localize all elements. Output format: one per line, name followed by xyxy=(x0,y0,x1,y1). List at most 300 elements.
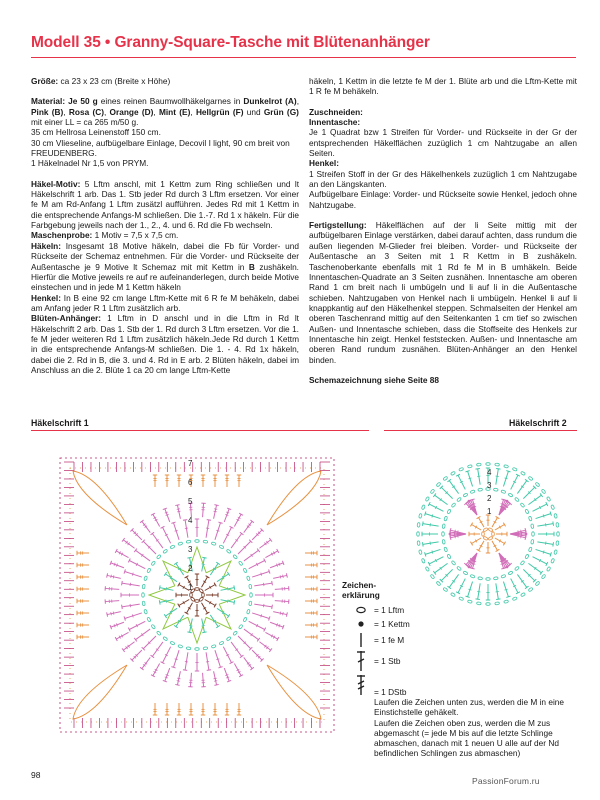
left-column xyxy=(31,76,299,375)
stitch-mark xyxy=(546,542,547,545)
stitch-mark xyxy=(207,520,211,521)
stitch-mark xyxy=(107,573,108,577)
corner-petal xyxy=(267,471,321,525)
stitch-mark xyxy=(116,551,128,558)
legend-row: = 1 Stb xyxy=(342,649,582,673)
chain-mark xyxy=(211,644,216,648)
chain-mark xyxy=(463,493,468,497)
stitch-mark xyxy=(166,674,169,675)
stitch-mark xyxy=(244,629,259,640)
handle-cut-paragraph: 1 Streifen Stoff in der Gr des Häkelhenkels zuzüglich 1 cm Nahtzugabe an den Längskanten. xyxy=(309,168,577,190)
flower-paragraph: Blüten-Anhänger: 1 Lftm in D anschl und in die Lftm in Rd lt Häkelschrift 2 arb. Das 1. Stb der 1. Rd durch 3 Lftm ersetzen. Vor die 1. fe M jeder weiteren Rd 1 Lftm zusätzlich häkeln.Jede Rd durch 1 Kettm in die entsprechende Anfangs-M schließen. Die 1. - 4. Rd 1x häkeln, dabei die 2. Rd in B, die 3. und 4. Rd in E arb. 2 Blüten häkeln, dabei im Anschluss an die 2. Blüte 1 ca 20 cm lange Lftm-Kette xyxy=(31,313,299,375)
chain-mark xyxy=(178,542,183,546)
chain-mark xyxy=(514,497,519,502)
stitch-mark xyxy=(536,514,551,519)
stitch-mark xyxy=(177,681,180,682)
stitch-mark xyxy=(259,642,270,650)
stitch-mark xyxy=(113,575,114,578)
chain-mark xyxy=(238,561,243,566)
chain-mark xyxy=(444,516,448,521)
legend-row: = 1 fe M xyxy=(342,631,582,649)
chain-mark xyxy=(417,523,420,528)
corner-petal xyxy=(73,471,127,525)
stitch-mark xyxy=(279,624,280,627)
stitch-mark xyxy=(263,583,264,586)
chain-mark xyxy=(447,509,451,514)
chain-mark xyxy=(478,488,483,491)
stitch-mark xyxy=(283,575,284,578)
chain-mark xyxy=(163,549,168,554)
handle-paragraph: Henkel: In B eine 92 cm lange Lftm-Kette mit 6 R fe M behäkeln, dabei am Anfang jeder R 1 Lftm zusätzlich arb. xyxy=(31,292,299,313)
stitch-mark xyxy=(175,505,179,506)
motif-paragraph: Häkel-Motiv: 5 Lftm anschl, mit 1 Kettm zum Ring schließen und lt Häkelschrift 1 arb. Das 1. Stb jeder Rd durch 3 Lftm ersetzen. Vor einer fe M am Rd-Anfang 1 Lftm zusätzl aufführen. Jedes Rd mit 1 Kettm in die entsprechende Anfangs-M schließen. Die 1.-7. Rd 1 x häkeln. Für die Farbgebung jeweils nach der 1., 2., 4. und 6. Rd die Fb wechseln. xyxy=(31,178,299,231)
chain-mark xyxy=(419,550,423,555)
double-crochet-icon xyxy=(350,649,372,673)
stitch-mark xyxy=(231,534,242,549)
stitch-mark xyxy=(422,522,423,526)
chain-mark xyxy=(219,545,224,549)
stitch-mark xyxy=(183,520,187,521)
stitch-mark xyxy=(225,674,228,675)
chain-mark xyxy=(421,505,425,510)
petal-tip xyxy=(525,533,528,536)
stitch-mark xyxy=(111,575,112,578)
chain-mark xyxy=(546,566,550,571)
stitch-mark xyxy=(430,542,431,545)
chain-mark xyxy=(170,545,175,549)
stitch-mark xyxy=(123,540,134,548)
stitch-mark xyxy=(185,528,188,529)
stitch-mark xyxy=(505,478,508,479)
petal-tip xyxy=(468,500,471,503)
stitch-mark xyxy=(136,629,151,640)
gauge-paragraph: Maschenprobe: 1 Motiv = 7,5 x 7,5 cm. xyxy=(31,230,179,241)
star-point xyxy=(149,586,175,604)
inner-bag-heading: Innentasche: xyxy=(309,117,361,128)
cutting-heading: Zuschneiden: xyxy=(309,106,363,117)
stitch-mark xyxy=(270,622,283,627)
chain-mark xyxy=(531,524,534,529)
chain-mark xyxy=(546,496,550,501)
stitch-mark xyxy=(476,468,480,469)
chain-mark xyxy=(243,568,247,573)
stitch-mark xyxy=(143,541,156,554)
stitch-mark xyxy=(249,560,265,568)
chain-mark xyxy=(178,644,183,648)
chain-mark xyxy=(557,532,560,536)
chain-mark xyxy=(238,624,243,629)
stitch-mark xyxy=(218,522,222,523)
chain-mark xyxy=(551,505,555,510)
stitch-mark xyxy=(228,600,229,603)
stitch-mark xyxy=(261,614,262,617)
chain-mark xyxy=(451,503,456,508)
chain-mark xyxy=(233,554,238,559)
stitch-mark xyxy=(223,647,231,663)
chain-mark xyxy=(488,527,493,531)
stitch-mark xyxy=(280,612,281,615)
round-number: 3 xyxy=(487,481,492,490)
chain-mark xyxy=(147,568,151,573)
slip-stitch-icon xyxy=(350,617,372,631)
stitch-mark xyxy=(165,509,170,522)
stitch-mark xyxy=(142,657,150,668)
stitch-mark xyxy=(176,563,184,575)
chain-mark xyxy=(199,588,204,593)
stitch-mark xyxy=(425,552,426,556)
chain-mark xyxy=(532,532,535,536)
chain-mark xyxy=(233,631,238,636)
page-header xyxy=(31,34,576,58)
chain-mark xyxy=(442,539,445,544)
chain-mark xyxy=(467,465,472,469)
stitch-mark xyxy=(215,523,221,540)
stitch-mark xyxy=(263,604,264,607)
chain-mark xyxy=(430,489,435,494)
stitch-mark xyxy=(171,522,175,523)
chain-mark xyxy=(470,574,475,578)
stitch-mark xyxy=(159,585,160,589)
round-number: 4 xyxy=(487,468,492,477)
stitch-mark xyxy=(425,514,440,519)
chain-mark xyxy=(147,617,151,622)
stitch-mark xyxy=(244,657,252,668)
chain-mark xyxy=(202,593,205,597)
stitch-mark xyxy=(132,614,133,617)
stitch-mark xyxy=(506,471,510,472)
stitch-mark xyxy=(189,626,192,627)
stitch-mark xyxy=(536,549,551,554)
chain-mark xyxy=(186,540,191,543)
stitch-mark xyxy=(432,514,433,517)
crochet-paragraph: Häkeln: Insgesamt 18 Motive häkeln, dabei die Fb für Vorder- und Rückseite der Schemaz entnehmen. Für die Vorder- und Rückseite der Außentasche je 9 Motive lt Schemaz mit mit Kettm in B zushäkeln. Hierfür die Motive jeweils re auf re aufeinanderlegen, durch beide Motive einstechen und in jede M 1 Kettm häkeln xyxy=(31,240,299,293)
chain-mark xyxy=(535,482,540,487)
chart1-label: Häkelschrift 1 xyxy=(31,418,89,428)
stitch-mark xyxy=(183,670,187,671)
chain-mark xyxy=(488,536,493,540)
stitch-mark xyxy=(162,527,170,543)
stitch-mark xyxy=(468,478,471,479)
stitch-mark xyxy=(206,528,209,529)
stitch-mark xyxy=(265,632,277,639)
stitch-mark xyxy=(425,512,426,516)
stitch-mark xyxy=(111,563,124,568)
stitch-mark xyxy=(174,650,180,667)
stitch-mark xyxy=(142,521,150,532)
legend-heading: erklärung xyxy=(342,590,380,600)
stitch-mark xyxy=(153,663,160,675)
stitch-mark xyxy=(503,471,508,486)
stitch-mark xyxy=(234,514,241,526)
stitch-mark xyxy=(129,621,145,629)
stitch-mark xyxy=(214,681,217,682)
stitch-mark xyxy=(228,587,229,590)
chain-mark xyxy=(554,550,558,555)
chain-mark xyxy=(203,540,208,543)
stitch-mark xyxy=(116,623,117,626)
stitch-mark xyxy=(280,575,281,578)
stitch-mark xyxy=(171,667,175,668)
stitch-mark xyxy=(425,549,440,554)
stitch-mark xyxy=(441,569,452,580)
stitch-mark xyxy=(496,468,500,469)
stitch-mark xyxy=(214,509,217,510)
stitch-mark xyxy=(279,563,280,566)
stitch-mark xyxy=(523,487,534,498)
stitch-mark xyxy=(466,471,470,472)
stitch-mark xyxy=(214,511,217,512)
stitch-mark xyxy=(166,587,167,590)
chain-mark xyxy=(531,539,534,544)
stitch-mark xyxy=(259,540,270,548)
stitch-mark xyxy=(226,512,229,513)
stitch-mark xyxy=(114,563,115,566)
chain-mark xyxy=(528,516,532,521)
stitch-mark xyxy=(214,678,217,679)
stitch-mark xyxy=(553,542,554,546)
chain-mark xyxy=(541,574,546,579)
page-title: Modell 35 • Granny-Square-Tasche mit Blütenanhänger xyxy=(31,34,430,51)
stitch-mark xyxy=(122,605,123,609)
stitch-mark xyxy=(216,659,219,660)
chain-mark xyxy=(195,648,199,651)
stitch-mark xyxy=(244,550,259,561)
stitch-mark xyxy=(166,514,169,515)
legend-row: = 1 Lftm xyxy=(342,603,582,617)
chain-mark xyxy=(444,547,448,552)
chain-mark xyxy=(520,503,525,508)
stitch-mark xyxy=(533,504,547,511)
stitch-mark xyxy=(435,495,448,504)
stitch-mark xyxy=(217,574,229,582)
chain-mark xyxy=(541,489,546,494)
chart2-label: Häkelschrift 2 xyxy=(509,418,567,428)
round-number: 5 xyxy=(188,497,193,506)
motif-border xyxy=(70,468,324,722)
stitch-mark xyxy=(165,512,168,513)
chain-mark xyxy=(457,566,462,571)
stitch-mark xyxy=(533,557,547,564)
stitch-mark xyxy=(238,636,251,649)
petal-tip xyxy=(506,566,509,569)
symbol-legend xyxy=(342,580,582,759)
size-paragraph: Größe: ca 23 x 23 cm (Breite x Höhe) xyxy=(31,76,171,86)
crochet-chart-1 xyxy=(42,430,352,750)
stitch-mark xyxy=(214,684,218,685)
stitch-mark xyxy=(244,521,252,532)
chain-mark xyxy=(144,609,148,614)
flower-continuation: häkeln, 1 Kettm in die letzte fe M der 1. Blüte arb und die Lftm-Kette mit 1 R fe M behäkeln. xyxy=(309,76,577,97)
inner-bag-paragraph: Je 1 Quadrat bzw 1 Streifen für Vorder- und Rückseite in der Gr der entsprechenden Häkelflächen zuzüglich 1 cm Nahtzugabe an allen Seiten. xyxy=(309,127,577,159)
stitch-mark xyxy=(111,622,124,627)
stitch-mark xyxy=(187,557,191,558)
chain-mark xyxy=(483,536,488,540)
stitch-mark xyxy=(202,632,206,633)
star-point xyxy=(206,604,231,629)
stitch-mark xyxy=(177,509,180,510)
chain-mark xyxy=(520,560,525,565)
stitch-mark xyxy=(165,677,168,678)
chain-mark xyxy=(144,576,148,581)
single-crochet-icon xyxy=(350,631,372,649)
stitch-mark xyxy=(225,514,228,515)
chain-mark xyxy=(451,560,456,565)
chain-mark xyxy=(250,593,253,597)
stitch-mark xyxy=(523,569,534,580)
stitch-mark xyxy=(129,560,145,568)
chain-mark xyxy=(195,600,199,603)
stitch-mark xyxy=(165,574,177,582)
stitch-mark xyxy=(270,563,283,568)
stitch-mark xyxy=(501,568,505,569)
stitch-mark xyxy=(124,569,125,573)
stitch-mark xyxy=(185,661,188,662)
chain-mark xyxy=(528,547,532,552)
corner-petal xyxy=(73,665,127,719)
chain-mark xyxy=(528,476,533,481)
stitch-mark xyxy=(543,514,544,517)
chain-mark xyxy=(156,554,161,559)
stitch-mark xyxy=(550,512,551,516)
stitch-mark xyxy=(125,572,142,578)
stitch-mark xyxy=(202,626,205,627)
stitch-mark xyxy=(261,573,262,576)
stitch-mark xyxy=(252,650,262,660)
chain-mark xyxy=(514,566,519,571)
stitch-mark xyxy=(176,615,184,627)
chain-mark xyxy=(195,540,199,543)
chain-mark xyxy=(508,493,513,497)
round-number: 6 xyxy=(188,478,193,487)
stitch-mark xyxy=(265,551,277,558)
schema-reference: Schemazeichnung siehe Seite 88 xyxy=(309,374,440,385)
chain-mark xyxy=(556,541,559,546)
stitch-mark xyxy=(272,605,273,609)
stitch-mark xyxy=(152,534,163,549)
star-point xyxy=(206,561,231,586)
stitch-mark xyxy=(432,551,433,554)
chain-mark xyxy=(190,593,193,597)
chain-mark xyxy=(211,542,216,546)
stitch-mark xyxy=(553,522,554,526)
page-number: 98 xyxy=(31,770,41,780)
chain-mark xyxy=(226,636,231,641)
star-point xyxy=(219,586,245,604)
chain-mark xyxy=(142,601,145,606)
stitch-mark xyxy=(429,504,443,511)
stitch-mark xyxy=(429,557,443,564)
chain-mark xyxy=(249,584,252,589)
stitch-mark xyxy=(187,632,191,633)
finishing-paragraph: Fertigstellung: Häkelflächen auf der li Seite mittig mit der aufbügelbaren Einlage verstärken, dabei darauf achten, dass rundum die außen liegenden M-Glieder frei bleiben. Vorder- und Rückseite der Außentasche an 3 Seiten mit 1 R Kettm in B zushäkeln. Taschenoberkante ebenfalls mit 1 Rd fe M in B umhäkeln. Beide Innentaschen-Quadrate an 3 Seiten zusnähen. Innentasche am oberen Rand 1 cm breit nach li umbügeln und li auf li in die Außentasche schieben. Nahtzugaben von Henkel nach li umbügeln. Henkel li auf li knappkantig auf den Häkelhenkel steppen. Schmalseiten der Henkel am oberen Taschenrand mittig auf den Seitenkanten 1 cm tief so zwischen Außen- und Innentasche schieben, dass die Stoffseite des Henkels zur Innentasche hin zeigt. Henkel feststecken. Außen- und Innentasche am oberen Rand rundum zusnähen. Blüten-Anhänger an den Henkel binden. xyxy=(309,220,577,365)
round-number: 1 xyxy=(188,583,193,592)
stitch-mark xyxy=(234,600,235,604)
stitch-mark xyxy=(175,659,178,660)
stitch-mark xyxy=(231,642,242,657)
material-line: 30 cm Vlieseline, aufbügelbare Einlage, Decovil I light, 90 cm breit von FREUDENBERG. xyxy=(31,137,290,159)
chain-mark xyxy=(470,490,475,494)
chain-mark xyxy=(425,496,429,501)
stitch-mark xyxy=(249,621,265,629)
stitch-mark xyxy=(215,650,221,667)
chain-mark xyxy=(151,624,156,629)
stitch-mark xyxy=(159,600,160,604)
chain-mark xyxy=(525,509,529,514)
stitch-mark xyxy=(458,475,465,489)
stitch-mark xyxy=(111,612,112,615)
stitch-mark xyxy=(449,481,458,494)
material-line: 1 Häkelnadel Nr 1,5 von PRYM. xyxy=(31,158,149,169)
chain-mark xyxy=(442,532,445,536)
stitch-mark xyxy=(224,509,229,522)
chain-mark xyxy=(492,532,495,536)
stitch-mark xyxy=(166,600,167,603)
stitch-mark xyxy=(269,569,270,573)
stitch-mark xyxy=(125,613,142,619)
chain-mark xyxy=(186,647,191,650)
stitch-mark xyxy=(224,668,229,681)
stitch-mark xyxy=(162,647,170,663)
handle-heading: Henkel: xyxy=(309,158,339,169)
right-column xyxy=(309,76,577,385)
stitch-mark xyxy=(543,551,544,554)
round-number: 7 xyxy=(188,459,193,468)
chain-mark xyxy=(477,463,482,466)
stitch-mark xyxy=(252,530,262,540)
stitch-mark xyxy=(214,505,218,506)
stitch-mark xyxy=(132,530,142,540)
stitch-mark xyxy=(269,616,270,620)
legend-heading: Zeichen- xyxy=(342,580,377,590)
stitch-mark xyxy=(210,563,218,575)
star-point xyxy=(163,604,188,629)
stitch-mark xyxy=(528,563,541,572)
stitch-mark xyxy=(130,604,131,607)
round-number: 1 xyxy=(487,507,492,516)
stitch-mark xyxy=(136,550,151,561)
stitch-mark xyxy=(153,514,160,526)
chain-mark xyxy=(504,465,509,469)
chain-mark xyxy=(246,609,250,614)
stitch-mark xyxy=(546,523,547,526)
stitch-mark xyxy=(496,476,499,477)
chain-mark xyxy=(219,641,224,645)
chain-mark xyxy=(163,636,168,641)
chain-mark xyxy=(459,467,464,471)
stitch-mark xyxy=(272,581,273,585)
chain-mark xyxy=(486,463,490,466)
treble-crochet-icon xyxy=(350,673,372,697)
chain-mark xyxy=(493,488,498,491)
material-paragraph: Material: Je 50 g eines reinen Baumwollhäkelgarnes in Dunkelrot (A), Pink (B), Rosa (C), Orange (D), Mint (E), Hellgrün (F) und Grün (G) mit einer LL = ca 265 m/50 g. xyxy=(31,96,299,128)
stitch-mark xyxy=(152,642,163,657)
stitch-mark xyxy=(143,636,156,649)
chain-mark xyxy=(450,471,455,475)
round-number: 3 xyxy=(188,545,193,554)
stitch-mark xyxy=(113,612,114,615)
stitch-mark xyxy=(286,612,287,616)
legend-note: Laufen die Zeichen unten zus, werden die M in eine Einstichstelle gehäkelt. xyxy=(374,697,565,718)
stitch-mark xyxy=(218,667,222,668)
chain-mark xyxy=(508,571,513,575)
header-divider xyxy=(31,57,576,58)
watermark: PassionForum.ru xyxy=(472,776,540,786)
chain-mark xyxy=(554,513,558,518)
chain-mark xyxy=(425,566,429,571)
chain-mark xyxy=(512,467,517,471)
chain-mark xyxy=(243,617,247,622)
material-line: 35 cm Hellrosa Leinenstoff 150 cm. xyxy=(31,127,161,138)
